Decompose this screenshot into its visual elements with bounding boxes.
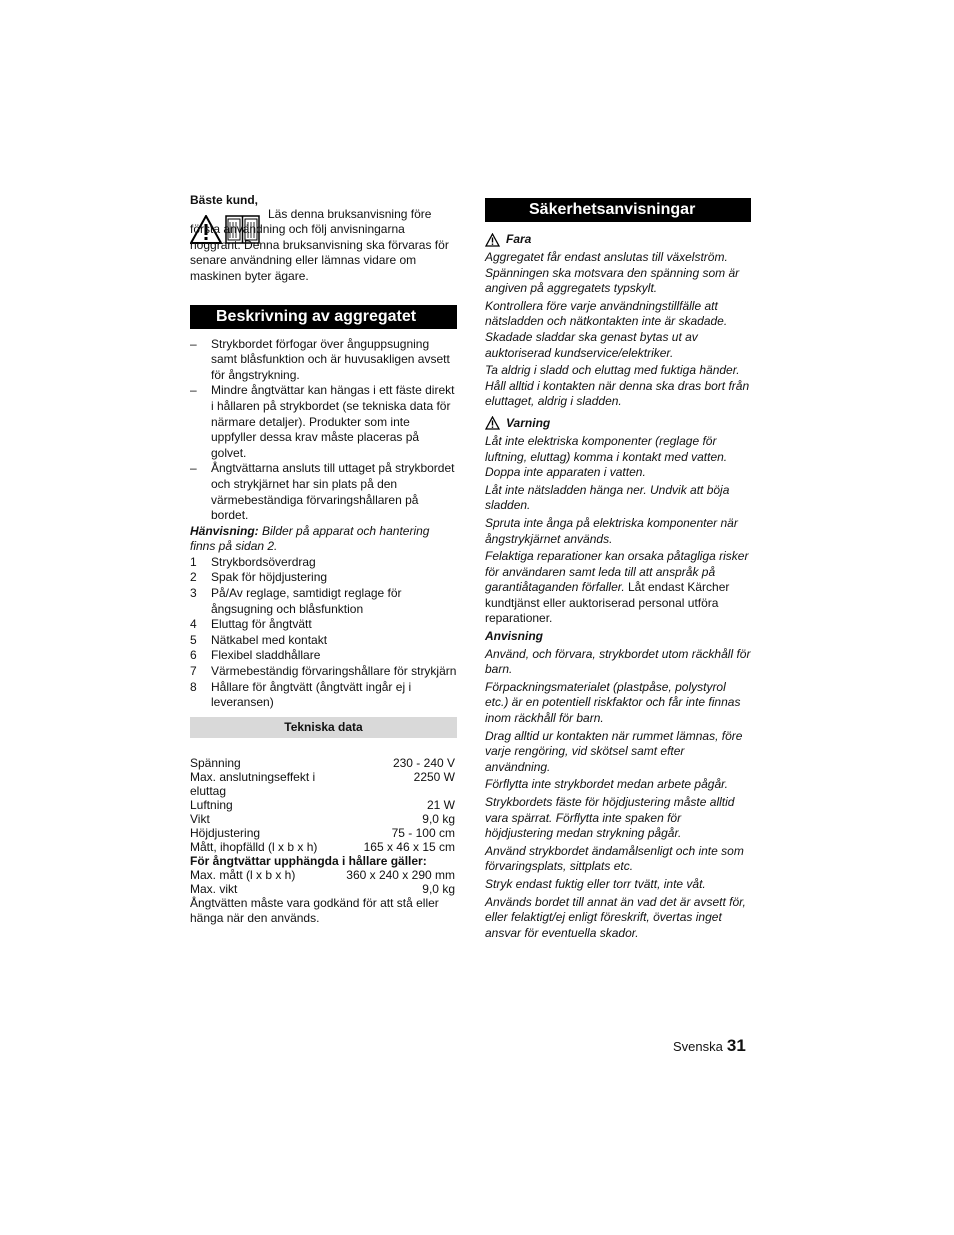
notice-paragraph: Stryk endast fuktig eller torr tvätt, inte våt. <box>485 876 706 891</box>
greeting: Bäste kund, <box>190 193 259 207</box>
bullet-item: – Strykbordet förfogar över ånguppsugning samt blåsfunktion och är huvusakligen avsett för ångstrykning. <box>190 336 450 382</box>
parts-list <box>190 555 457 711</box>
tech-subheading: För ångtvättar upphängda i hållare gäller: <box>190 853 427 868</box>
repair-paragraph: Felaktiga reparationer kan orsaka påtagliga risker för användaren samt leda till att anspråk på garantiåtaganden förfaller. Låt endast Kärcher kundtjänst eller auktoriserad personal utföra reparationer. <box>485 549 749 626</box>
list-item: 8 Hållare för ångtvätt (ångtvätt ingår ej i leveransen) <box>190 679 412 710</box>
notice-paragraph: Strykbordets fäste för höjdjustering måste alltid vara spärrat. Förflytta inte spaken för höjdjustering medan strykning pågår. <box>485 795 735 841</box>
table-row: Max. mått (l x b x h) 360 x 240 x 290 mm <box>190 867 455 882</box>
warning-paragraph: Spruta inte ånga på elektriska komponenter när ångstrykjärnet används. <box>485 515 738 546</box>
list-item: 1 Strykbordsöverdrag <box>190 554 316 569</box>
warning-paragraph: Låt inte nätsladden hänga ner. Undvik att böja sladden. <box>485 482 730 513</box>
footer-language: Svenska <box>673 1039 723 1054</box>
page-footer <box>673 1038 746 1056</box>
warning-heading <box>485 416 751 431</box>
bullet-item: – Mindre ångtvättar kan hängas i ett fäste direkt i hållaren på strykbordet (se tekniska data för närmare detaljer). Produkter som inte uppfyller dessa krav måste placeras på golvet. <box>190 383 455 460</box>
note <box>190 524 457 555</box>
danger-label: Fara <box>506 232 532 246</box>
warning-label: Varning <box>506 415 551 430</box>
tech-footnote: Ångtvätten måste vara godkänd för att stå eller hänga när den används. <box>190 895 439 925</box>
note-text: Bilder på apparat och hantering finns på sidan 2. <box>190 523 430 554</box>
notice-paragraph: Använd, och förvara, strykbordet utom räckhåll för barn. <box>485 646 751 677</box>
notice-heading: Anvisning <box>485 629 544 644</box>
list-item: 3 På/Av reglage, samtidigt reglage för ångsugning och blåsfunktion <box>190 586 402 616</box>
page-number: 31 <box>726 1036 746 1055</box>
table-row: Vikt 9,0 kg <box>190 811 455 826</box>
intro-text: Läs denna bruksanvisning före första användning och följ anvisningarna noggrant. Denna bruksanvisning ska förvaras för senare användning eller lämnas vidare om maskinen byter ägare. <box>190 206 449 283</box>
tech-data-table <box>190 756 457 926</box>
list-item: 6 Flexibel sladdhållare <box>190 648 321 663</box>
danger-paragraph: Kontrollera före varje användningstillfälle att nätsladden och nätkontakten inte är skadade. Skadade sladdar ska genast bytas ut av auktoriserad kundservice/elektriker. <box>485 298 728 360</box>
notice-paragraph: Används bordet till annat än vad det är avsett för, eller felaktigt/ej enligt föreskrift, övertas inget ansvar för eventuella skador. <box>485 894 746 940</box>
description-bullet-list <box>190 337 457 524</box>
warning-triangle-icon <box>485 233 500 247</box>
bullet-item: – Ångtvättarna ansluts till uttaget på strykbordet och strykjärnet har sin plats på den värmebeständiga förvaringshållaren på bordet. <box>190 461 455 523</box>
danger-paragraph: Aggregatet får endast anslutas till växelström. Spänningen ska motsvara den spänning som är angiven på aggregatets typskylt. <box>485 250 740 296</box>
table-row: Luftning 21 W <box>190 797 455 812</box>
list-item: 7 Värmebeständig förvaringshållare för strykjärn <box>190 664 457 679</box>
note-label: Hänvisning: <box>190 523 259 538</box>
left-column <box>190 193 457 926</box>
table-row: Max. vikt 9,0 kg <box>190 881 455 896</box>
warning-triangle-icon <box>485 416 500 430</box>
danger-paragraph: Ta aldrig i sladd och eluttag med fuktiga händer. Håll alltid i kontakten när denna ska dras bort från eluttaget, aldrig i sladden. <box>485 363 750 409</box>
list-item: 4 Eluttag för ångtvätt <box>190 617 312 632</box>
notice-paragraph: Använd strykbordet ändamålsenligt och inte som förvaringsplats, sittplats etc. <box>485 843 744 874</box>
notice-paragraph: Förpackningsmaterialet (plastpåse, polystyrol etc.) är en potentiell riskfaktor och får inte finnas inom räckhåll för barn. <box>485 679 741 726</box>
section-heading-description: Beskrivning av aggregatet <box>190 305 457 329</box>
section-heading-safety: Säkerhetsanvisningar <box>485 198 751 222</box>
danger-heading <box>485 232 751 247</box>
table-row: Spänning 230 - 240 V <box>190 755 455 770</box>
warning-paragraph: Låt inte elektriska komponenter (reglage för luftning, eluttag) komma i kontakt med vatten. Doppa inte apparaten i vatten. <box>485 433 728 480</box>
table-row: Höjdjustering 75 - 100 cm <box>190 825 455 840</box>
list-item: 5 Nätkabel med kontakt <box>190 632 328 647</box>
notice-paragraph: Förflytta inte strykbordet medan arbete pågår. <box>485 777 729 792</box>
list-item: 2 Spak för höjdjustering <box>190 570 328 585</box>
right-column <box>485 193 751 941</box>
table-row: Max. anslutningseffekt i eluttag 2250 W <box>190 769 455 798</box>
notice-paragraph: Drag alltid ur kontakten när rummet lämnas, före varje rengöring, vid skötsel samt efter användning. <box>485 728 743 774</box>
table-row: Mått, ihopfälld (l x b x h) 165 x 46 x 15 cm <box>190 839 455 854</box>
tech-data-heading: Tekniska data <box>190 717 457 738</box>
